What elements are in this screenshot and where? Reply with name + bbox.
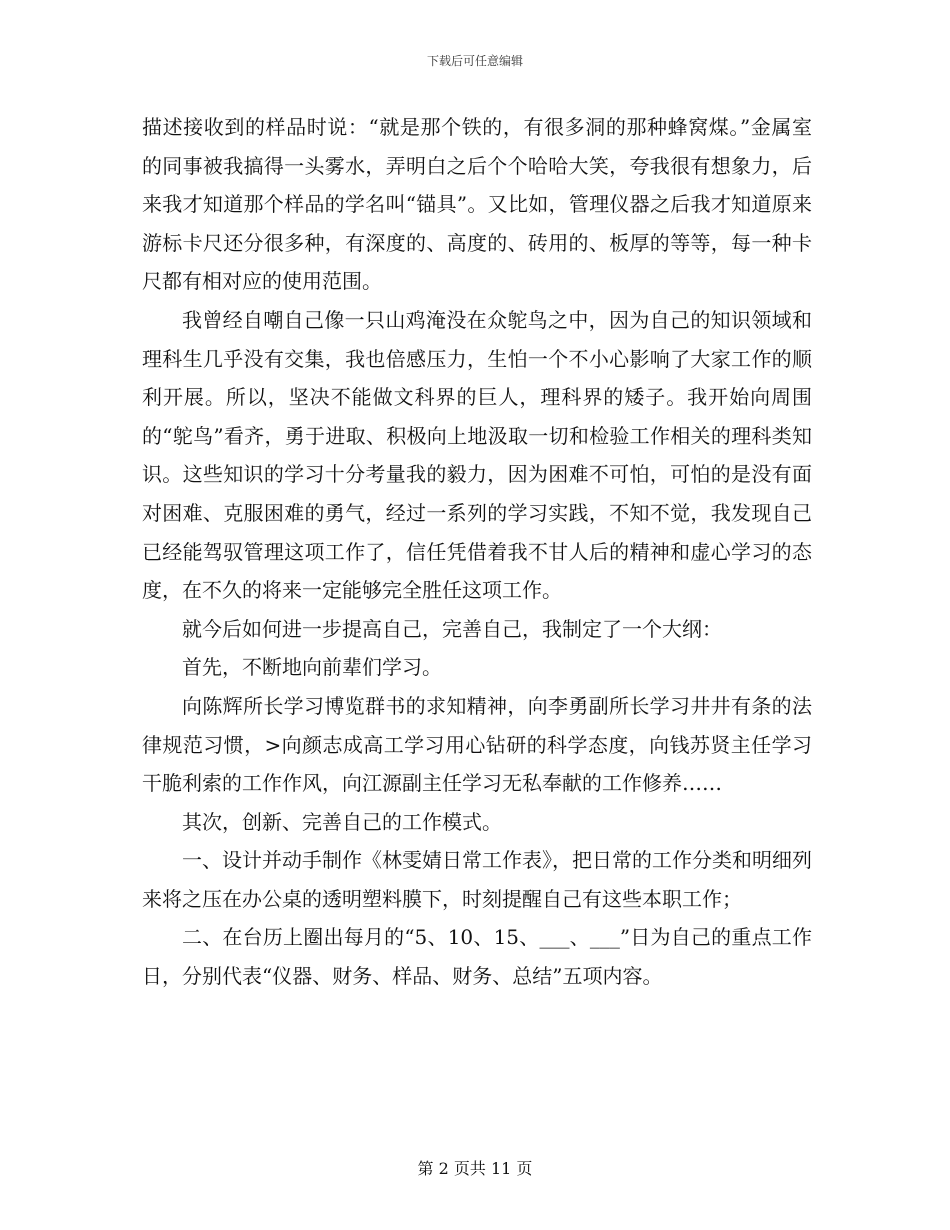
body-text (142, 108, 812, 996)
paragraph-continued: 描述接收到的样品时说：“就是那个铁的，有很多洞的那种蜂窝煤。”金属室的同事被我搞得一头雾水，弄明白之后个个哈哈大笑，夸我很有想象力，后来我才知道那个样品的学名叫“锚具”。又比如，管理仪器之后我才知道原来游标卡尺还分很多种，有深度的、高度的、砖用的、板厚的等等，每一种卡尺都有相对应的使用范围。 (142, 115, 812, 294)
page-footer: 第 2 页共 11 页 (417, 1159, 533, 1178)
paragraph-first: 首先，不断地向前辈们学习。 (182, 655, 442, 680)
paragraph-outline-intro: 就今后如何进一步提高自己，完善自己，我制定了一个大纲： (182, 616, 722, 641)
paragraph-item-one: 一、设计并动手制作《林雯婧日常工作表》，把日常的工作分类和明细列来将之压在办公桌的透明塑料膜下，时刻提醒自己有这些本职工作； (142, 848, 812, 911)
paragraph-second: 其次，创新、完善自己的工作模式。 (182, 809, 502, 834)
page-header: 下载后可任意编辑 (426, 54, 523, 68)
paragraph-learn-from-seniors: 向陈辉所长学习博览群书的求知精神，向李勇副所长学习井井有条的法律规范习惯，>向颜志成高工学习用心钻研的科学态度，向钱苏贤主任学习干脆利索的工作作风，向江源副主任学习无私奉献的工作修养…… (142, 693, 812, 796)
paragraph-self-study: 我曾经自嘲自己像一只山鸡淹没在众鸵鸟之中，因为自己的知识领域和理科生几乎没有交集，我也倍感压力，生怕一个不小心影响了大家工作的顺利开展。所以，坚决不能做文科界的巨人，理科界的矮子。我开始向周围的“鸵鸟”看齐，勇于进取、积极向上地汲取一切和检验工作相关的理科类知识。这些知识的学习十分考量我的毅力，因为困难不可怕，可怕的是没有面对困难、克服困难的勇气，经过一系列的学习实践，不知不觉，我发现自己已经能驾驭管理这项工作了，信任凭借着我不甘人后的精神和虚心学习的态度，在不久的将来一定能够完全胜任这项工作。 (142, 307, 812, 603)
paragraph-item-two: 二、在台历上圈出每月的“5、10、15、___、___”日为自己的重点工作日，分别代表“仪器、财务、样品、财务、总结”五项内容。 (142, 925, 812, 989)
